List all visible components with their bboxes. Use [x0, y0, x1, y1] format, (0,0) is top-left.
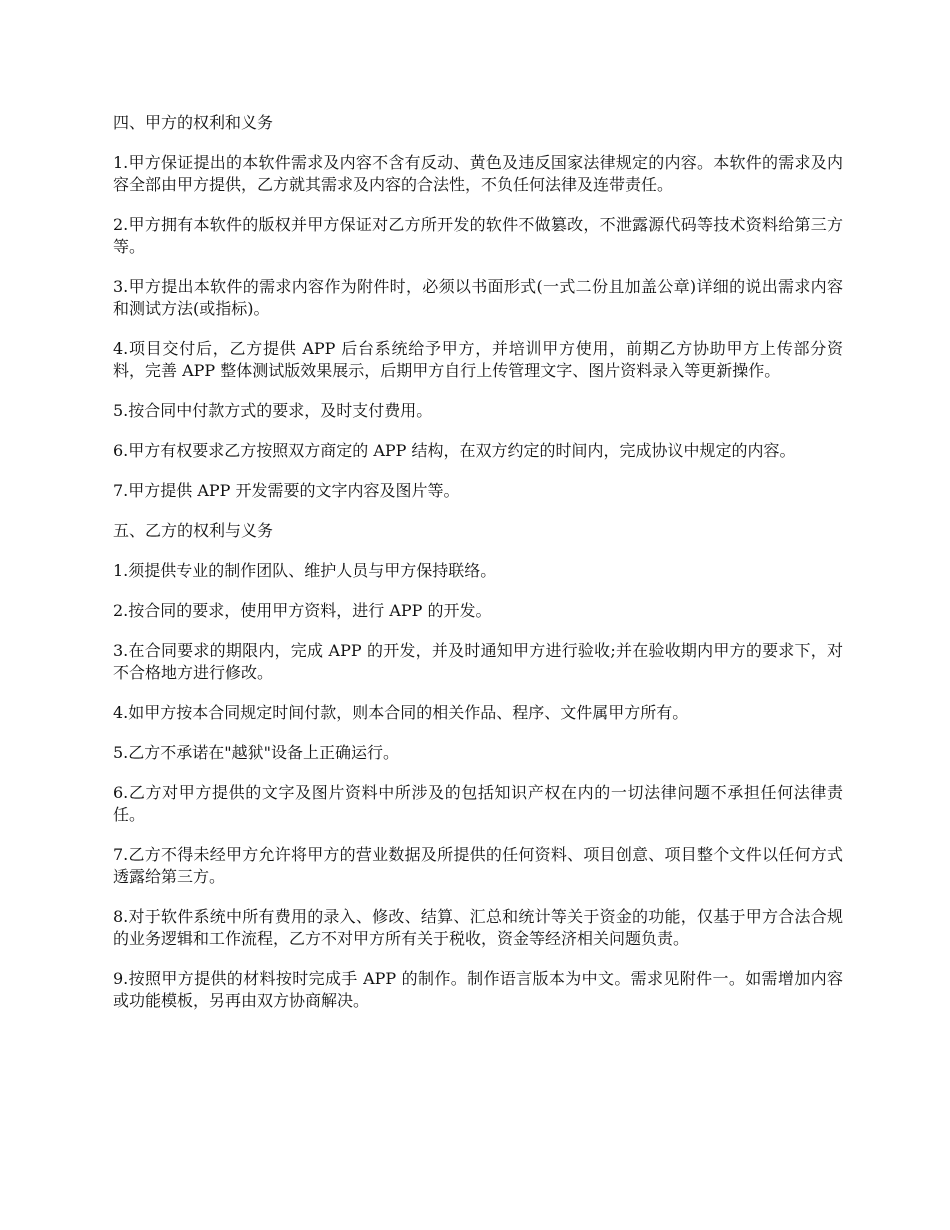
section-5-item-8: 8.对于软件系统中所有费用的录入、修改、结算、汇总和统计等关于资金的功能，仅基于甲方合法合规的业务逻辑和工作流程，乙方不对甲方所有关于税收，资金等经济相关问题负责。	[113, 907, 843, 948]
section-5-item-6: 6.乙方对甲方提供的文字及图片资料中所涉及的包括知识产权在内的一切法律问题不承担任何法律责任。	[113, 783, 843, 824]
section-5-item-1: 1.须提供专业的制作团队、维护人员与甲方保持联络。	[113, 561, 497, 580]
section-5-item-2: 2.按合同的要求，使用甲方资料，进行 APP 的开发。	[113, 601, 492, 620]
section-4-item-3: 3.甲方提出本软件的需求内容作为附件时，必须以书面形式(一式二份且加盖公章)详细的说出需求内容和测试方法(或指标)。	[113, 277, 843, 318]
section-4-item-5: 5.按合同中付款方式的要求，及时支付费用。	[113, 401, 433, 420]
section-4-item-7: 7.甲方提供 APP 开发需要的文字内容及图片等。	[113, 481, 460, 500]
section-5-item-4: 4.如甲方按本合同规定时间付款，则本合同的相关作品、程序、文件属甲方所有。	[113, 703, 689, 722]
document-page	[113, 112, 843, 1030]
section-5-item-9: 9.按照甲方提供的材料按时完成手 APP 的制作。制作语言版本为中文。需求见附件一。如需增加内容或功能模板，另再由双方协商解决。	[113, 969, 843, 1010]
section-4-item-2: 2.甲方拥有本软件的版权并甲方保证对乙方所开发的软件不做篡改，不泄露源代码等技术资料给第三方等。	[113, 215, 843, 256]
section-5-item-3: 3.在合同要求的期限内，完成 APP 的开发，并及时通知甲方进行验收;并在验收期内甲方的要求下，对不合格地方进行修改。	[113, 641, 843, 682]
section-5-item-5: 5.乙方不承诺在"越狱"设备上正确运行。	[113, 743, 399, 762]
section-5-item-7: 7.乙方不得未经甲方允许将甲方的营业数据及所提供的任何资料、项目创意、项目整个文件以任何方式透露给第三方。	[113, 845, 843, 886]
section-5-heading: 五、乙方的权利与义务	[113, 521, 274, 540]
section-4-heading: 四、甲方的权利和义务	[113, 113, 274, 132]
section-4-item-1: 1.甲方保证提出的本软件需求及内容不含有反动、黄色及违反国家法律规定的内容。本软件的需求及内容全部由甲方提供，乙方就其需求及内容的合法性，不负任何法律及连带责任。	[113, 153, 843, 194]
section-4-item-4: 4.项目交付后，乙方提供 APP 后台系统给予甲方，并培训甲方使用，前期乙方协助甲方上传部分资料，完善 APP 整体测试版效果展示，后期甲方自行上传管理文字、图片资料录入等更新操作。	[113, 339, 843, 380]
section-4-item-6: 6.甲方有权要求乙方按照双方商定的 APP 结构，在双方约定的时间内，完成协议中规定的内容。	[113, 441, 796, 460]
